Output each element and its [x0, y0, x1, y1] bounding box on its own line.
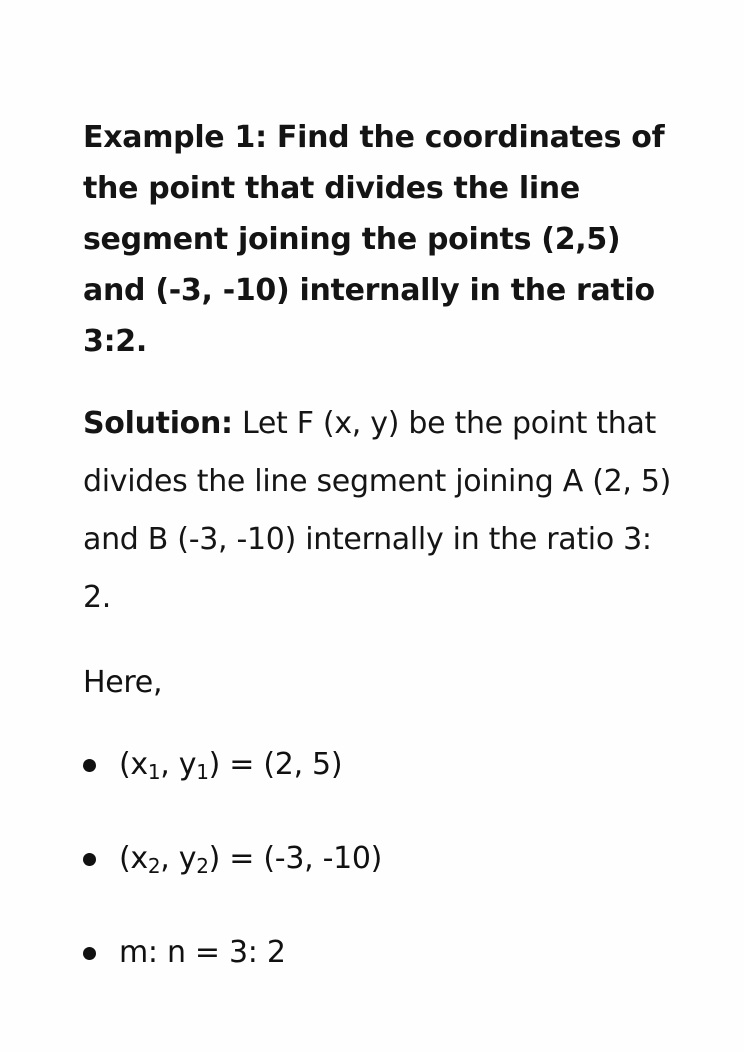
bullet-icon: [83, 947, 96, 960]
bullet-icon: [83, 853, 96, 866]
list-item-ratio: [83, 933, 683, 973]
point-1-value: ) = (2, 5): [208, 747, 343, 782]
given-values-list: [83, 745, 683, 973]
example-question: Example 1: Find the coordinates of the point that divides the line segment joining the points (2,5) and (-3, -10) internally in the ratio 3:2.: [83, 120, 665, 359]
list-item-point-2: [83, 839, 683, 879]
ratio-value: m: n = 3: 2: [119, 935, 286, 970]
list-item-point-1: [83, 745, 683, 785]
point-1-x-label: (x: [119, 747, 148, 782]
solution-label: Solution:: [83, 406, 233, 441]
subscript: 2: [147, 854, 161, 878]
subscript: 2: [196, 854, 209, 878]
solution-paragraph: [83, 395, 683, 627]
subscript: 1: [147, 760, 161, 784]
document-page: [83, 112, 683, 1027]
here-label: Here,: [83, 665, 163, 700]
point-2-y-label: , y: [160, 841, 197, 876]
bullet-icon: [83, 759, 96, 772]
point-2-x-label: (x: [119, 841, 148, 876]
subscript: 1: [196, 760, 209, 784]
solution-text: Let F (x, y) be the point that divides the line segment joining A (2, 5) and B (-3, -10) internally in the ratio 3: 2.: [83, 406, 672, 615]
point-2-value: ) = (-3, -10): [208, 841, 383, 876]
point-1-y-label: , y: [160, 747, 197, 782]
